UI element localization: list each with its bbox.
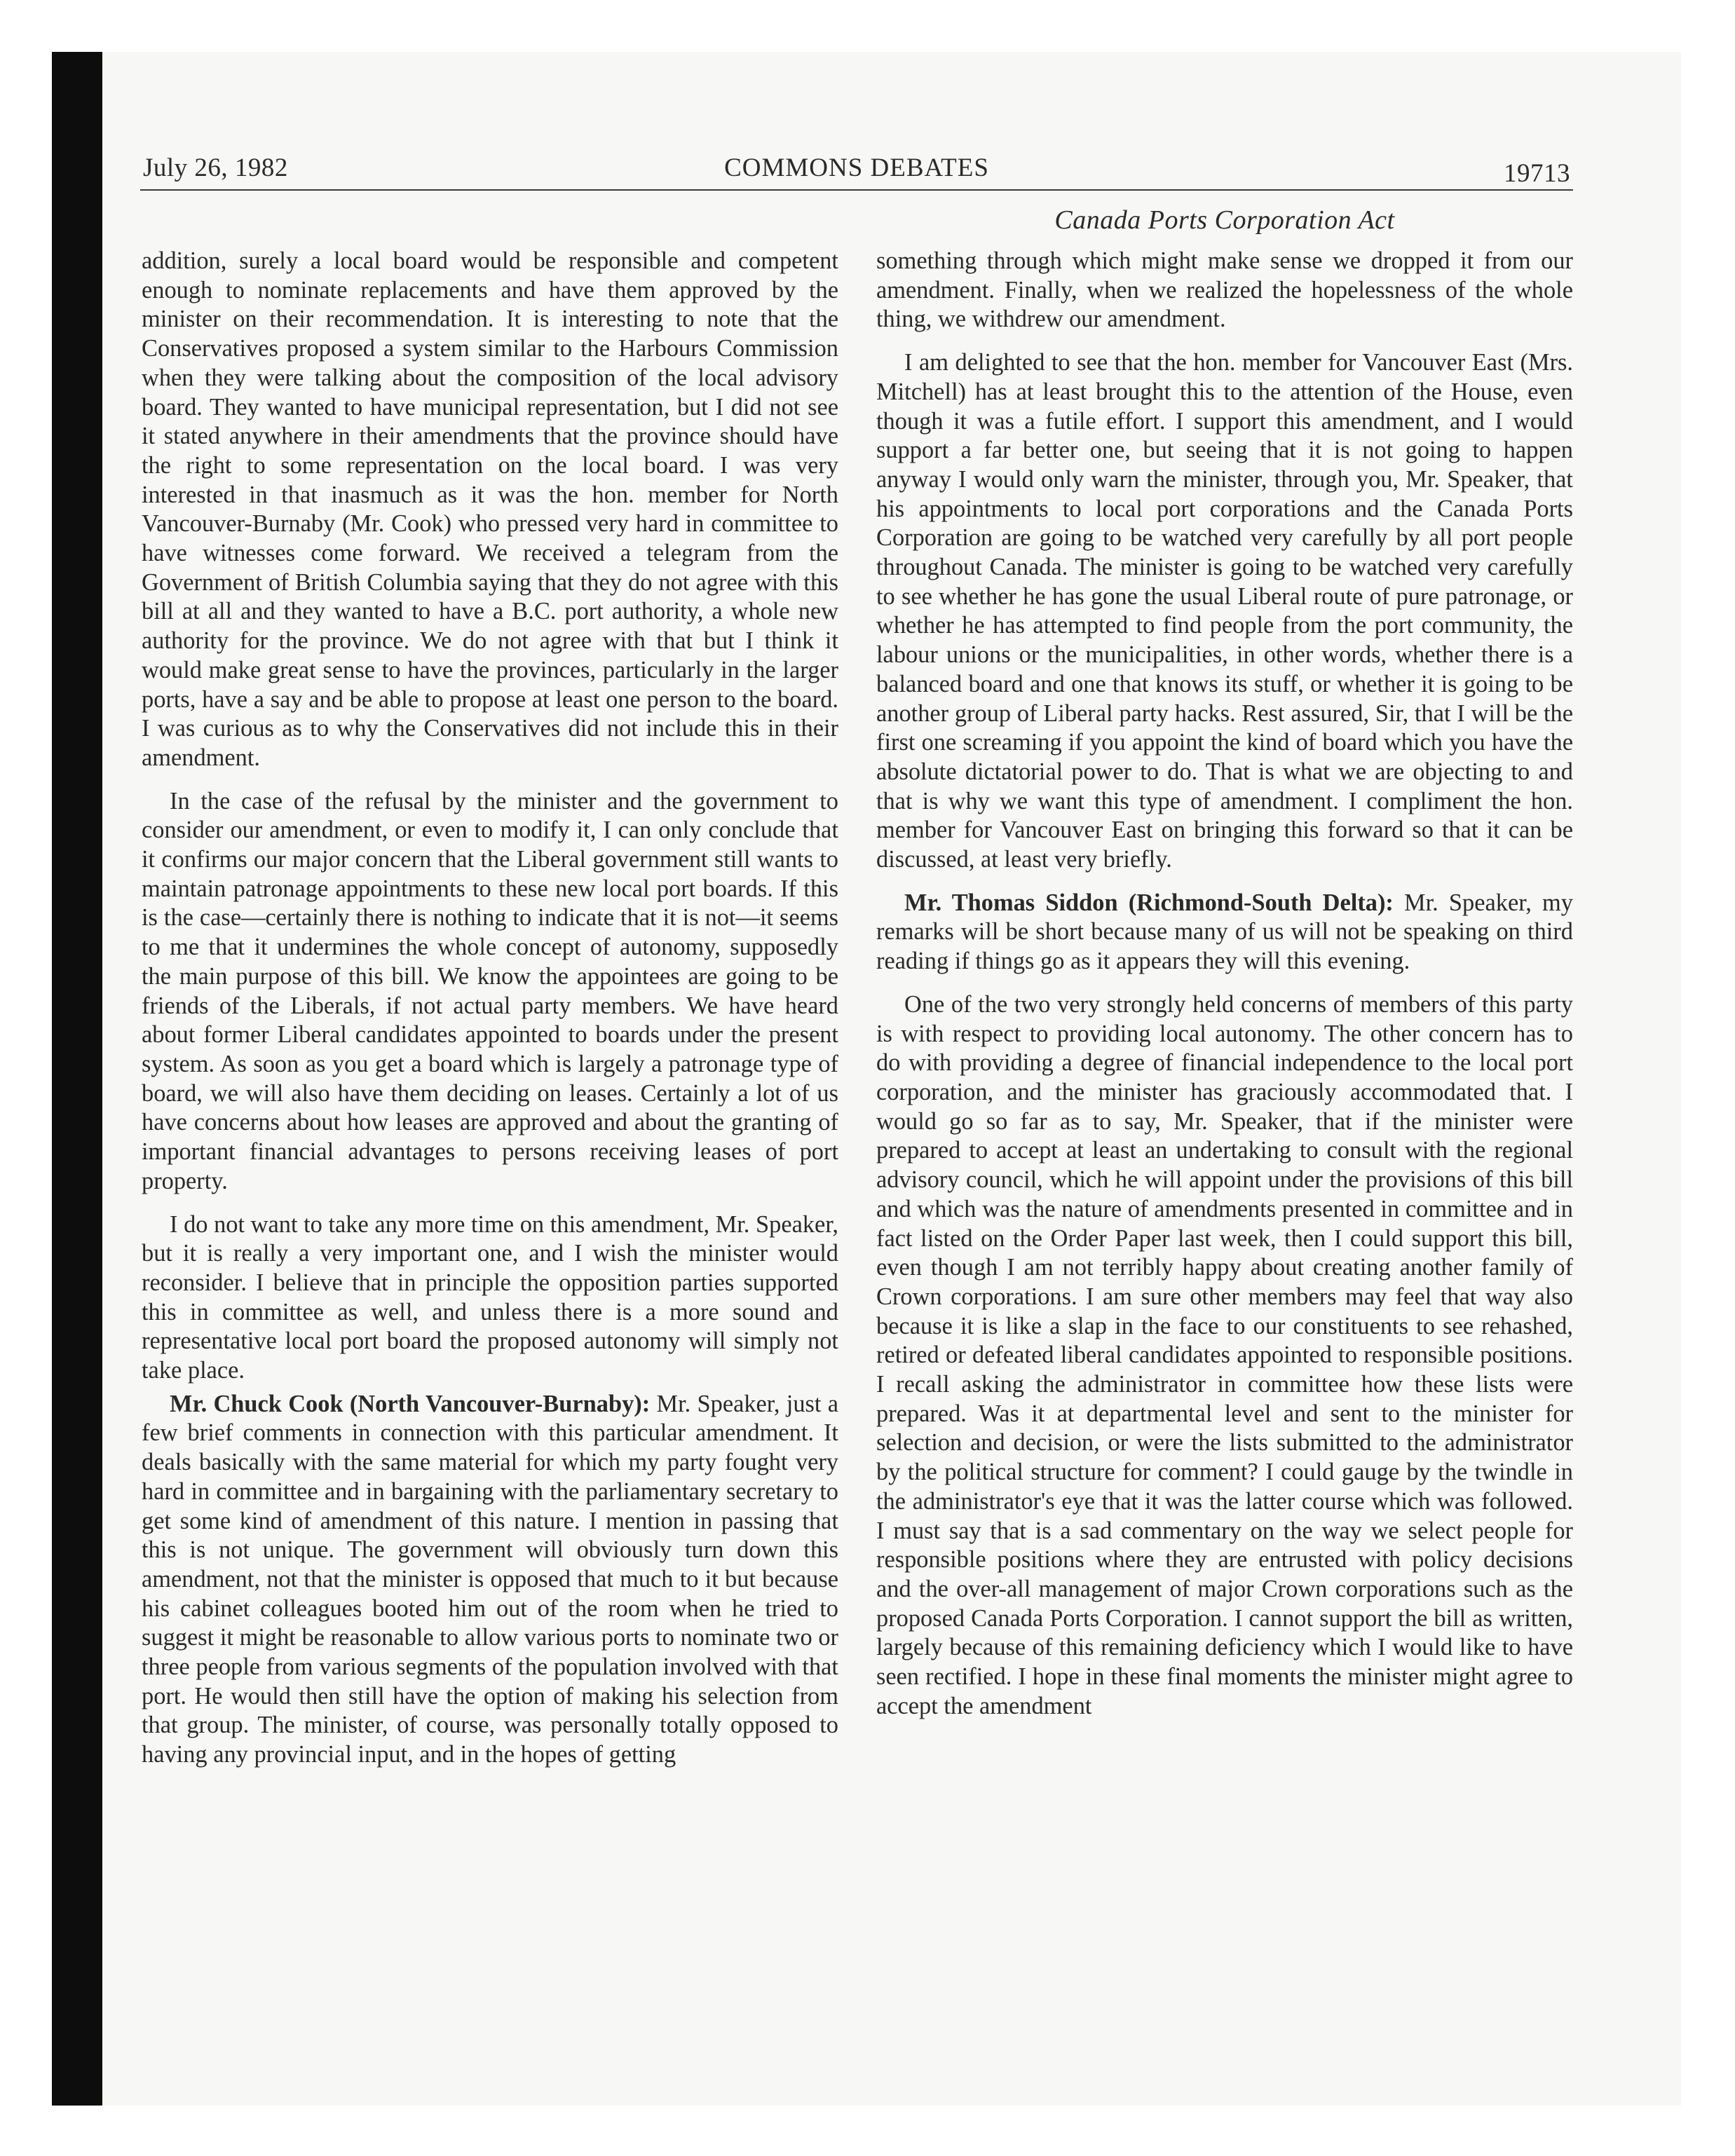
- speech-text: Mr. Speaker, my remarks will be short because many of us will not be speaking on third reading if things go as it appears they will this evening.: [876, 889, 1573, 975]
- header-page-number: 19713: [1504, 159, 1570, 188]
- speaker-name: Mr. Thomas Siddon (Richmond-South Delta):: [904, 889, 1394, 916]
- paragraph: something through which might make sense we dropped it from our amendment. Finally, when we realized the hopelessness of the whole thing, we withdrew our amendment.: [876, 247, 1573, 333]
- paragraph: In the case of the refusal by the minister and the government to consider our amendment, or even to modify it, I can only conclude that it confirms our major concern that the Liberal government still wants to maintain patronage appointments to these new local port boards. If this is the case—certainly there is nothing to indicate that it is not—it seems to me that it undermines the whole concept of autonomy, supposedly the main purpose of this bill. We know the appointees are going to be friends of the Liberals, if not actual party members. We have heard about former Liberal candidates appointed to boards under the present system. As soon as you get a board which is largely a patronage type of board, we will also have them deciding on leases. Certainly a lot of us have concerns about how leases are approved and about the granting of important financial advantages to persons receiving leases of port property.: [142, 787, 838, 1194]
- speech-paragraph: [142, 1390, 838, 1770]
- act-title: Canada Ports Corporation Act: [1054, 205, 1395, 235]
- running-header: [140, 149, 1573, 191]
- paragraph: I do not want to take any more time on this amendment, Mr. Speaker, but it is really a very important one, and I wish the minister would reconsider. I believe that in principle the opposition parties supported this in committee as well, and unless there is a more sound and representative local port board the proposed autonomy will simply not take place.: [142, 1210, 838, 1384]
- speech-paragraph: [876, 889, 1573, 976]
- paragraph: One of the two very strongly held concerns of members of this party is with respect to providing local autonomy. The other concern has to do with providing a degree of financial independence to the local port corporation, and the minister has graciously accommodated that. I would go so far as to say, Mr. Speaker, that if the minister were prepared to accept at least an undertaking to consult with the regional advisory council, which he will appoint under the provisions of this bill and which was the nature of amendments presented in committee and in fact listed on the Order Paper last week, then I could support this bill, even though I am not terribly happy about creating another family of Crown corporations. I am sure other members may feel that way also because it is like a slap in the face to our constituents to see rehashed, retired or defeated liberal candidates appointed to responsible positions. I recall asking the administrator in committee how these lists were prepared. Was it at departmental level and sent to the minister for selection and decision, or were the lists submitted to the administrator by the political structure for comment? I could gauge by the twindle in the administrator's eye that it was the latter course which was followed. I must say that is a sad commentary on the way we select people for responsible positions where they are entrusted with policy decisions and the over-all management of major Crown corporations such as the proposed Canada Ports Corporation. I cannot support the bill as written, largely because of this remaining deficiency which I would like to have seen rectified. I hope in these final moments the minister might agree to accept the amendment: [876, 990, 1573, 1719]
- left-column: [142, 247, 838, 1784]
- scan-edge-bar: [52, 52, 102, 2106]
- header-date: July 26, 1982: [143, 153, 288, 182]
- paragraph: I am delighted to see that the hon. member for Vancouver East (Mrs. Mitchell) has at least brought this to the attention of the House, even though it was a futile effort. I support this amendment, and I would support a far better one, but seeing that it is not going to happen anyway I would only warn the minister, through you, Mr. Speaker, that his appointments to local port corporations and the Canada Ports Corporation are going to be watched very carefully by all port people throughout Canada. The minister is going to be watched very carefully to see whether he has gone the usual Liberal route of pure patronage, or whether he has attempted to find people from the port community, the labour unions or the municipalities, in other words, whether there is a balanced board and one that knows its stuff, or whether it is going to be another group of Liberal party hacks. Rest assured, Sir, that I will be the first one screaming if you appoint the kind of board which you have the absolute dictatorial power to do. That is what we are objecting to and that is why we want this type of amendment. I compliment the hon. member for Vancouver East on bringing this forward so that it can be discussed, at least very briefly.: [876, 349, 1573, 873]
- paragraph: addition, surely a local board would be responsible and competent enough to nominate replacements and have them approved by the minister on their recommendation. It is interesting to note that the Conservatives proposed a system similar to the Harbours Commission when they were talking about the composition of the local advisory board. They wanted to have municipal representation, but I did not see it stated anywhere in their amendments that the province should have the right to some representation on the local board. I was very interested in that inasmuch as it was the hon. member for North Vancouver-Burnaby (Mr. Cook) who pressed very hard in committee to have witnesses come forward. We received a telegram from the Government of British Columbia saying that they do not agree with this bill at all and they wanted to have a B.C. port authority, a whole new authority for the province. We do not agree with that but I think it would make great sense to have the provinces, particularly in the larger ports, have a say and be able to propose at least one person to the board. I was curious as to why the Conservatives did not include this in their amendment.: [142, 247, 838, 771]
- speaker-name: Mr. Chuck Cook (North Vancouver-Burnaby):: [170, 1390, 651, 1417]
- right-column: [876, 247, 1573, 1735]
- header-publication: COMMONS DEBATES: [724, 153, 989, 182]
- speech-text: Mr. Speaker, just a few brief comments in connection with this particular amendment. It deals basically with the same material for which my party fought very hard in committee and in bargaining with the parliamentary secretary to get some kind of amendment of this nature. I mention in passing that this is not unique. The government will obviously turn down this amendment, not that the minister is opposed that much to it but because his cabinet colleagues booted him out of the room when he tried to suggest it might be reasonable to allow various ports to nominate two or three people from various segments of the population involved with that port. He would then still have the option of making his selection from that group. The minister, of course, was personally totally opposed to having any provincial input, and in the hopes of getting: [142, 1390, 838, 1768]
